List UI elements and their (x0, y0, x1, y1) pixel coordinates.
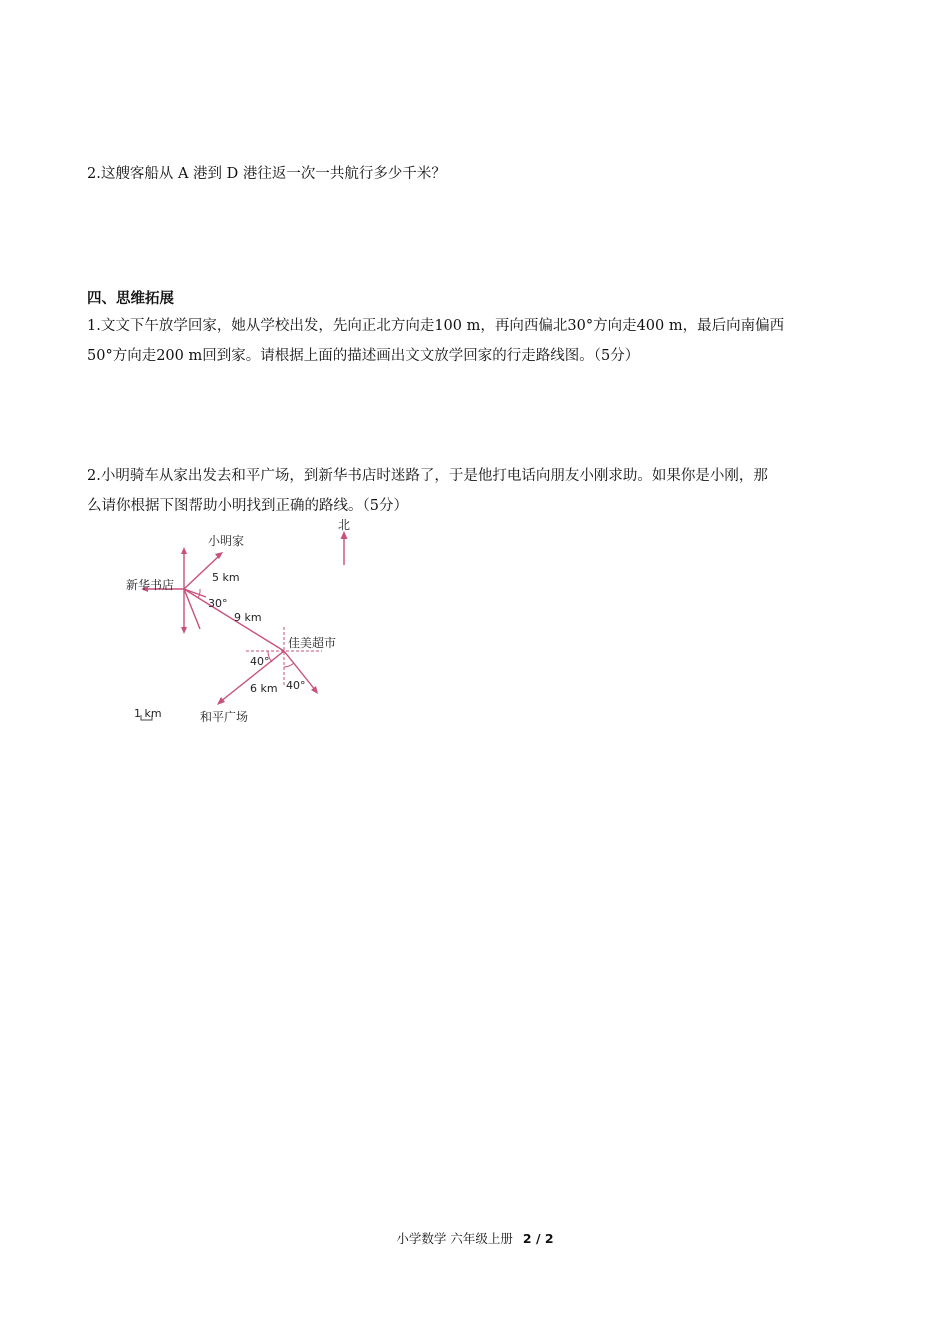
supermarket-label: 佳美超市 (288, 636, 337, 650)
section-title: 四、思维拓展 (87, 291, 174, 307)
footer-subject: 小学数学 六年级上册 (396, 1231, 513, 1246)
question-4-2 (87, 461, 867, 521)
question-4-1-line2: 50°方向走200 m回到家。请根据上面的描述画出文文放学回家的行走路线图。（5分） (87, 348, 640, 364)
plaza-label: 和平广场 (200, 710, 249, 724)
north-label: 北 (338, 518, 351, 532)
se-arrowhead (311, 686, 318, 694)
angle-supermarket-right-label: 40° (286, 679, 306, 692)
bookstore-label: 新华书店 (126, 578, 175, 592)
bookstore-branch-sse (184, 589, 200, 629)
distance-home-label: 5 km (212, 571, 240, 584)
angle-arc-supermarket-right (284, 663, 294, 667)
bookstore-south-arrowhead (181, 627, 187, 634)
route-map-figure (88, 517, 396, 742)
question-3-2: 2.这艘客船从 A 港到 D 港往返一次一共航行多少千米？ (87, 166, 446, 182)
angle-bookstore-label: 30° (208, 597, 228, 610)
home-label: 小明家 (208, 534, 245, 548)
page-footer (0, 1229, 950, 1247)
scale-label: 1 km (134, 707, 162, 720)
distance-plaza-label: 6 km (250, 682, 278, 695)
question-4-2-line1: 2.小明骑车从家出发去和平广场，到新华书店时迷路了，于是他打电话向朋友小刚求助。如果你是小刚，那 (87, 468, 768, 484)
north-arrowhead (341, 531, 348, 539)
question-4-2-line2: 么请你根据下图帮助小明找到正确的路线。（5分） (87, 498, 408, 514)
footer-page-number: 2 / 2 (522, 1231, 554, 1246)
distance-supermarket-label: 9 km (234, 611, 262, 624)
angle-supermarket-left-label: 40° (250, 655, 270, 668)
question-4-1-line1: 1.文文下午放学回家，她从学校出发，先向正北方向走100 m，再向西偏北30°方向走400 m，最后向南偏西 (87, 318, 785, 334)
bookstore-north-arrowhead (181, 547, 187, 554)
question-4-1 (87, 311, 867, 371)
